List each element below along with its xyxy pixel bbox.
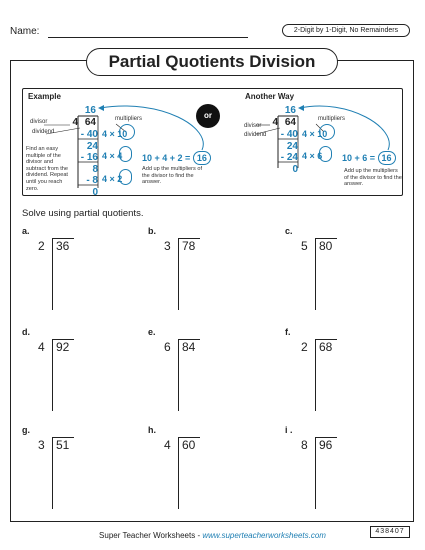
- footer-brand: Super Teacher Worksheets -: [99, 531, 201, 540]
- answer-work-area[interactable]: [315, 437, 375, 509]
- problem-dividend: 84: [182, 340, 196, 354]
- answer-work-area[interactable]: [178, 238, 238, 310]
- instructions: Solve using partial quotients.: [22, 208, 144, 219]
- mult-1: 4 × 10: [102, 129, 128, 139]
- problem-divisor: 3: [38, 438, 45, 452]
- dividend-label: dividend: [32, 129, 55, 135]
- quotient: 16: [84, 105, 96, 116]
- page-title: Partial Quotients Division: [86, 48, 338, 76]
- quotient-2: 16: [284, 105, 296, 116]
- dividend-2: 64: [284, 117, 296, 128]
- mult-2-2: 4 × 6: [302, 151, 323, 161]
- answer-work-area[interactable]: [315, 238, 375, 310]
- example-title: Example: [28, 92, 61, 101]
- problem-letter: g.: [22, 425, 30, 435]
- sum-2: 10 + 6 = 16: [342, 151, 396, 165]
- problem-dividend: 68: [319, 340, 333, 354]
- problem-letter: a.: [22, 226, 30, 236]
- sum-result: 16: [193, 151, 211, 165]
- problem-divisor: 2: [301, 340, 308, 354]
- another-way-title: Another Way: [245, 92, 295, 101]
- answer-work-area[interactable]: [178, 437, 238, 509]
- divisor-label-2: divisor: [244, 123, 262, 129]
- answer-work-area[interactable]: [52, 437, 112, 509]
- step-4: 8: [92, 164, 98, 175]
- divisor-2: 4: [272, 117, 278, 128]
- answer-work-area[interactable]: [315, 339, 375, 411]
- name-label: Name:: [10, 26, 40, 37]
- step-5: - 8: [86, 175, 98, 186]
- problem-letter: d.: [22, 327, 30, 337]
- divisor-label: divisor: [30, 119, 48, 125]
- multipliers-label: multipliers: [115, 116, 143, 122]
- divisor: 4: [72, 117, 78, 128]
- mult-2: 4 × 4: [102, 151, 123, 161]
- problem-divisor: 6: [164, 340, 171, 354]
- problem-divisor: 5: [301, 239, 308, 253]
- problem-divisor: 4: [164, 438, 171, 452]
- sum: 10 + 4 + 2 = 16: [142, 151, 211, 165]
- step-6: 0: [92, 187, 98, 198]
- problem-divisor: 8: [301, 438, 308, 452]
- dividend-label-2: dividend: [244, 132, 267, 138]
- note-left: Find an easy multiple of the divisor and subtract from the dividend. Repeat until you reach zero.: [26, 146, 68, 192]
- step-1: - 40: [80, 129, 98, 140]
- mult-3: 4 × 2: [102, 174, 123, 184]
- problem-dividend: 78: [182, 239, 196, 253]
- problem-dividend: 96: [319, 438, 333, 452]
- multipliers-label-2: multipliers: [318, 116, 346, 122]
- footer: [0, 531, 425, 540]
- problem-letter: b.: [148, 226, 156, 236]
- step-2-4: 0: [292, 164, 298, 175]
- problem-dividend: 92: [56, 340, 70, 354]
- step-3: - 16: [80, 152, 98, 163]
- footer-url[interactable]: www.superteacherworksheets.com: [202, 531, 326, 540]
- name-line: [48, 37, 248, 38]
- step-2-3: - 24: [280, 152, 298, 163]
- note-right: Add up the multipliers of the divisor to find the answer.: [344, 168, 402, 188]
- problem-divisor: 2: [38, 239, 45, 253]
- worksheet-tag: 2-Digit by 1-Digit, No Remainders: [282, 24, 410, 37]
- problem-dividend: 60: [182, 438, 196, 452]
- step-2-2: 24: [286, 141, 298, 152]
- problem-dividend: 51: [56, 438, 70, 452]
- problem-divisor: 4: [38, 340, 45, 354]
- mult-2-1: 4 × 10: [302, 129, 328, 139]
- problem-dividend: 80: [319, 239, 333, 253]
- worksheet-code: 438407: [370, 526, 410, 538]
- problem-letter: c.: [285, 226, 293, 236]
- answer-work-area[interactable]: [52, 339, 112, 411]
- problem-letter: e.: [148, 327, 156, 337]
- step-2: 24: [86, 141, 98, 152]
- problem-dividend: 36: [56, 239, 70, 253]
- answer-work-area[interactable]: [178, 339, 238, 411]
- dividend: 64: [84, 117, 96, 128]
- problem-letter: i .: [285, 425, 293, 435]
- step-2-1: - 40: [280, 129, 298, 140]
- answer-work-area[interactable]: [52, 238, 112, 310]
- sum-result-2: 16: [378, 151, 396, 165]
- problem-letter: h.: [148, 425, 156, 435]
- note-center: Add up the multipliers of the divisor to find the answer.: [142, 166, 203, 186]
- or-badge: or: [196, 104, 220, 128]
- problem-divisor: 3: [164, 239, 171, 253]
- problem-letter: f.: [285, 327, 291, 337]
